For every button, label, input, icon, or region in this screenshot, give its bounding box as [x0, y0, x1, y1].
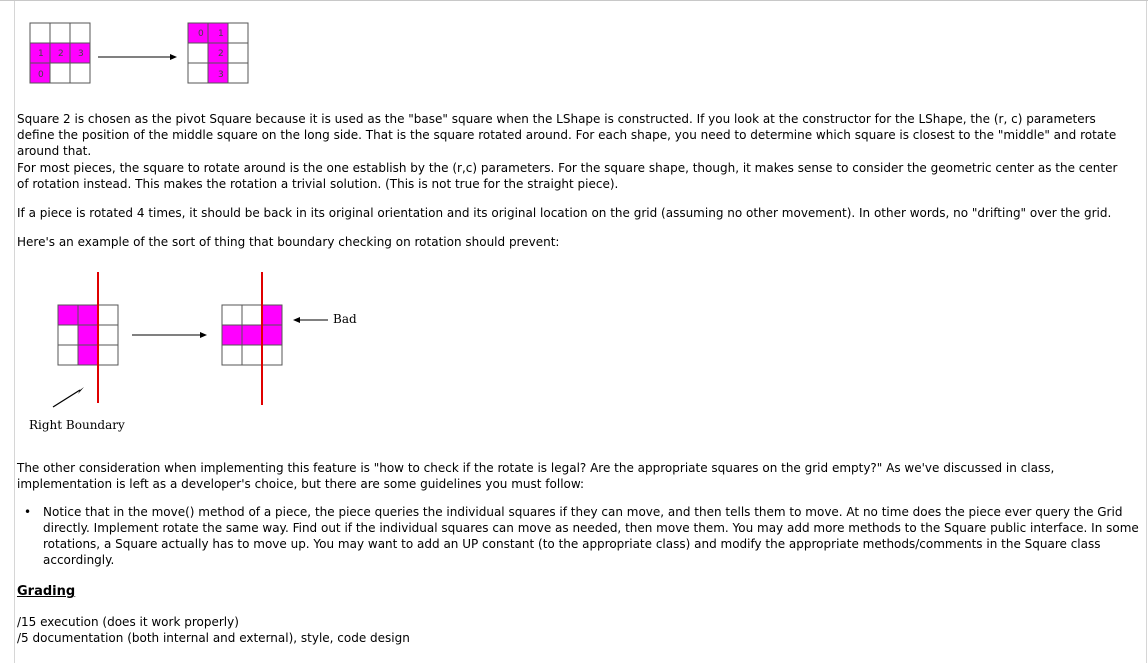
right-border: [1146, 1, 1147, 663]
paragraph-rotation-center: For most pieces, the square to rotate around is the one establish by the (r,c) parameters. For the square shape, though, it makes sense to consider the geometric center as the center of rotation instead. This makes the rotation a trivial solution. (This is not true for the straight piece).: [17, 161, 1118, 191]
guidelines-list: [17, 504, 1143, 568]
cell-label: 1: [38, 49, 44, 59]
boundary-example-figure: [20, 268, 380, 413]
paragraph-drifting: If a piece is rotated 4 times, it should be back in its original orientation and its original location on the grid (assuming no other movement). In other words, no "drifting" over the grid.: [17, 206, 1112, 220]
grade-line-documentation: /5 documentation (both internal and external), style, code design: [17, 631, 410, 645]
grid-cell: [262, 305, 282, 325]
bad-arrow: [293, 317, 328, 323]
boundary-pointer-arrow: [53, 387, 84, 407]
grid-cell: [78, 345, 98, 365]
grade-line-execution: /15 execution (does it work properly): [17, 615, 239, 629]
cell-label: 0: [38, 70, 44, 80]
right-boundary-grid: [222, 272, 282, 405]
grid-cell: [78, 305, 98, 325]
cell-label: 2: [58, 49, 64, 59]
lshape-rotation-figure: [20, 18, 260, 88]
cell-label: 1: [218, 29, 224, 39]
left-grid: [30, 23, 90, 83]
bad-label: Bad: [333, 312, 357, 326]
cell-label: 2: [218, 49, 224, 59]
list-item: [24, 504, 1143, 568]
grid-cell: [242, 325, 262, 345]
left-border: [14, 1, 15, 663]
left-boundary-grid: [58, 272, 118, 403]
grading-heading: Grading: [17, 584, 76, 599]
list-item-text: Notice that in the move() method of a piece, the piece queries the individual squares if they can move, and then tells them to move. At no time does the piece ever query the Grid directly. Implement rotate the same way. Find out if the individual squares can move as needed, then move them. You may add more methods to the Square public interface. In some rotations, a Square actually has to move up. You may want to add an UP constant (to the appropriate class) and modify the appropriate methods/comments in the Square class accordingly.: [43, 505, 1139, 567]
cell-label: 0: [198, 29, 204, 39]
right-boundary-label: Right Boundary: [29, 418, 125, 432]
grid-cell: [262, 325, 282, 345]
cell-label: 3: [78, 49, 84, 59]
grid-cell: [78, 325, 98, 345]
bullet-dot: •: [24, 505, 32, 519]
rotation-arrow: [98, 54, 177, 60]
paragraph-example-intro: Here's an example of the sort of thing that boundary checking on rotation should prevent:: [17, 235, 560, 249]
top-border: [0, 0, 1148, 1]
grid-cell: [58, 305, 78, 325]
paragraph-pivot: Square 2 is chosen as the pivot Square because it is used as the "base" square when the LShape is constructed. If you look at the constructor for the LShape, the (r, c) parameters define the position of the middle square on the long side. That is the square rotated around. For each shape, you need to determine which square is closest to the "middle" and rotate around that.: [17, 112, 1117, 158]
right-grid: [188, 23, 248, 83]
transition-arrow: [132, 332, 207, 338]
cell-label: 3: [218, 70, 224, 80]
paragraph-legality: The other consideration when implementing this feature is "how to check if the rotate is legal? Are the appropriate squares on the grid empty?" As we've discussed in class, implementation is left as a developer's choice, but there are some guidelines you must follow:: [17, 461, 1055, 491]
grid-cell: [222, 325, 242, 345]
